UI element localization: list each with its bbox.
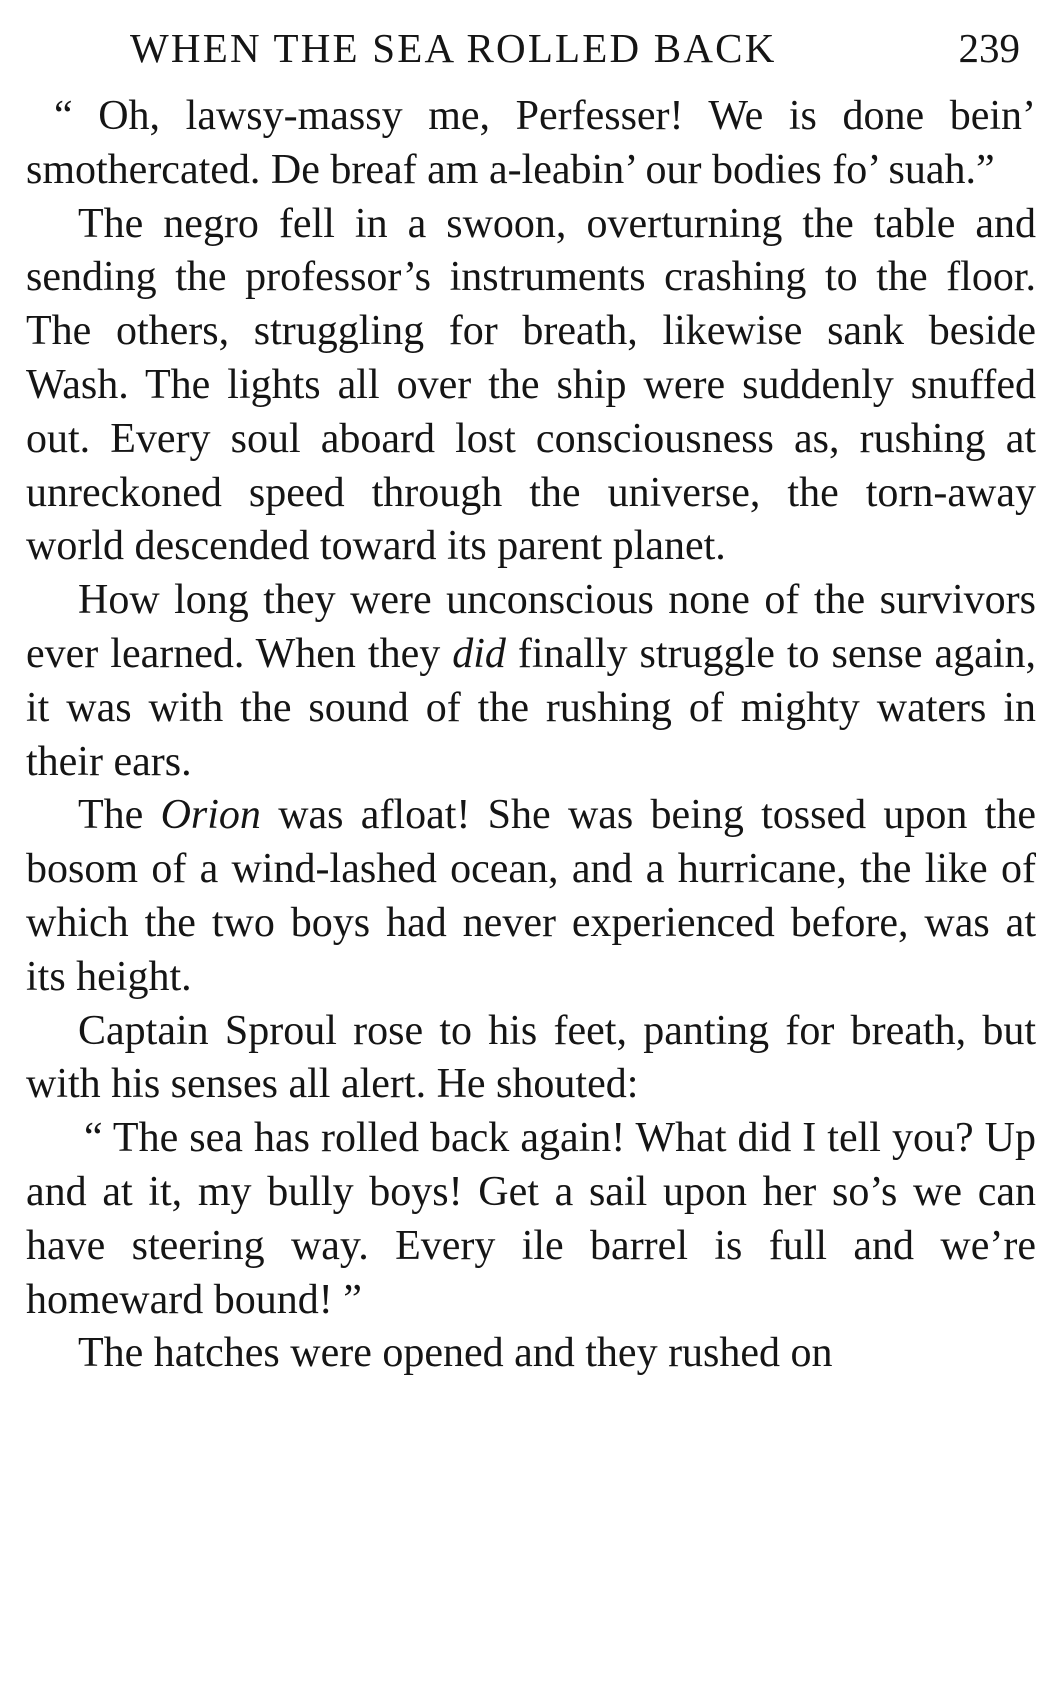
paragraph-afloat (26, 789, 1036, 1004)
paragraph-dialogue-captain (26, 1112, 1036, 1327)
italic-emphasis: did (452, 630, 506, 677)
paragraph-text: was afloat! She was being tossed upon the bosom of a wind-lashed ocean, and a hurricane, the like of which the two boys had never experienced before, was at its height. (26, 792, 1036, 1000)
paragraph-text: The (78, 792, 161, 839)
paragraph-hatches (26, 1327, 1036, 1381)
paragraph-text: “ The sea has rolled back again! What did I tell you? Up and at it, my bully boys! Get a sail upon her so’s we can have steering way. Every ile barrel is full and we’re homeward bound! ” (26, 1115, 1036, 1323)
paragraph-text: “ Oh, lawsy-massy me, Perfesser! We is done bein’ smothercated. De breaf am a-leabin’ our bodies fo’ suah.” (26, 93, 1036, 193)
running-title: WHEN THE SEA ROLLED BACK (130, 25, 777, 71)
ship-name-italic: Orion (160, 792, 261, 839)
paragraph-text: Captain Sproul rose to his feet, panting for breath, but with his senses all alert. He shouted: (26, 1007, 1036, 1108)
page-number: 239 (958, 25, 1020, 71)
paragraph-unconscious (26, 574, 1036, 789)
paragraph-text: finally struggle to sense again, it was with the sound of the rushing of mighty waters in their ears. (26, 630, 1036, 785)
paragraph-text: The negro fell in a swoon, overturning the table and sending the professor’s instruments crashing to the floor. The others, struggling for breath, likewise sank beside Wash. The lights all over the ship were suddenly snuffed out. Every soul aboard lost consciousness as, rushing at unreckoned speed through the universe, the torn-away world descended toward its parent planet. (26, 200, 1036, 570)
paragraph-swoon (26, 198, 1036, 575)
paragraph-captain (26, 1005, 1036, 1113)
body-text (26, 90, 1036, 1381)
running-head (0, 18, 1055, 78)
paragraph-text: How long they were unconscious none of the survivors ever learned. When they (26, 577, 1036, 677)
paragraph-dialogue-wash (26, 90, 1036, 198)
paragraph-text: The hatches were opened and they rushed on (78, 1330, 833, 1377)
